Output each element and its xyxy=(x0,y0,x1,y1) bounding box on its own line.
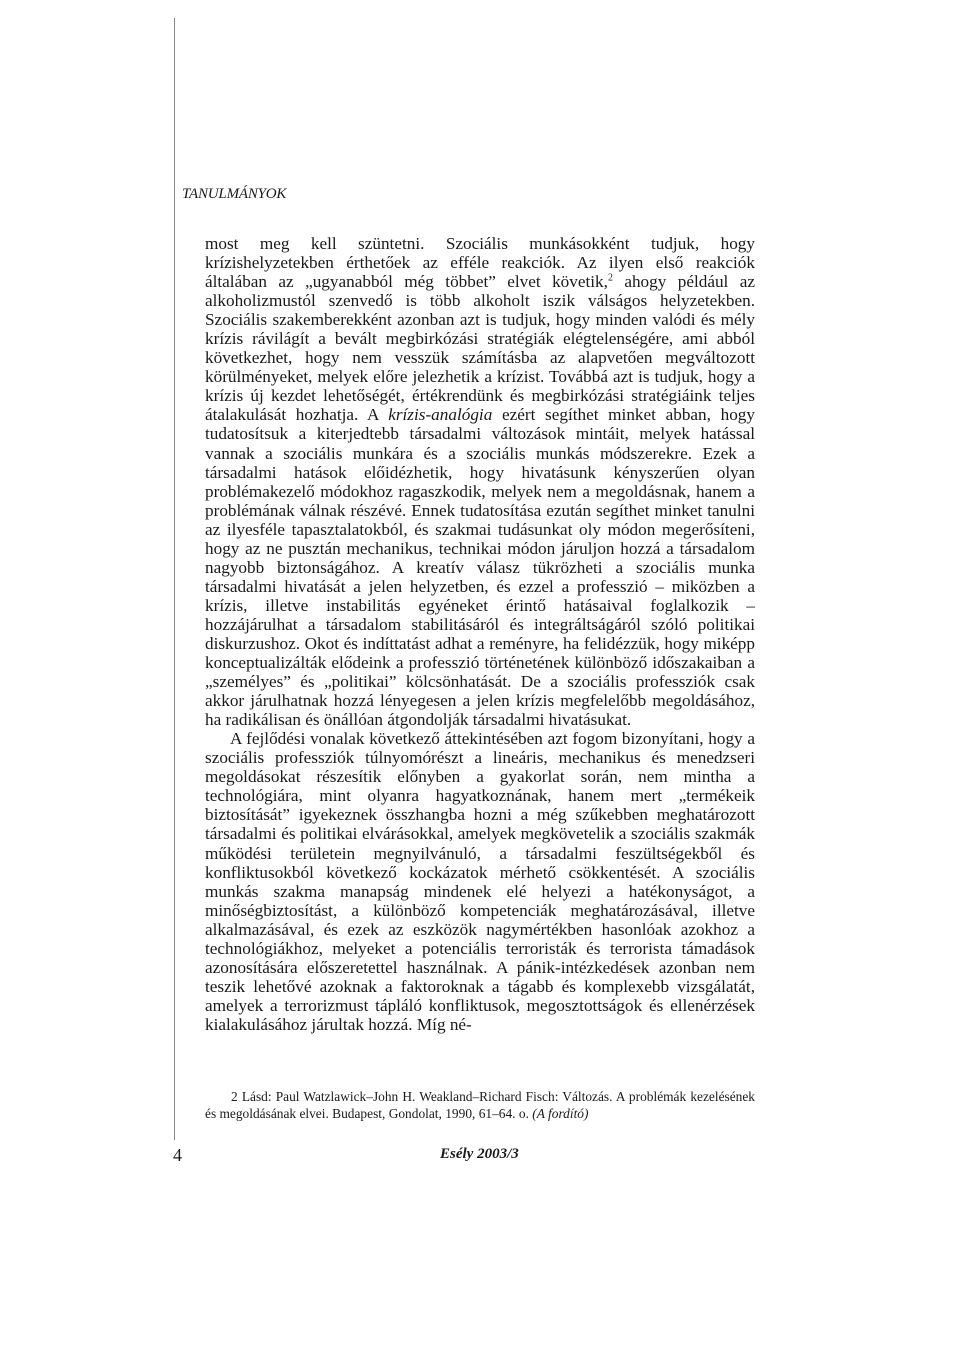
footnote-translator-note: (A fordító) xyxy=(532,1105,589,1121)
journal-title: Esély 2003/3 xyxy=(440,1146,519,1162)
paragraph-1-text-c: ezért segíthet minket abban, hogy tudatosítsuk a kiterjedtebb társadalmi változások mintáit, melyek hatással vannak a szociális munkára és a szociális munkás módszerekre. Ezek a társadalmi hatások előidézhetik, hogy hivatásunk kényszerűen olyan problémakezelő módokhoz ragaszkodik, melyek nem a megoldásnak, hanem a problémának válnak részévé. Ennek tudatosítása ezután segíthet minket tanulni az ilyesféle tapasztalatokból, és szakmai tudásunkat oly módon megerősíteni, hogy az ne pusztán mechanikus, technikai módon járuljon hozzá a társadalom nagyobb biztonságához. A kreatív válasz tükrözheti a szociális munka társadalmi hivatását a jelen helyzetben, és ezzel a professzió – miközben a krízis, illetve instabilitás egyéneket érintő hatásaival foglalkozik – hozzájárulhat a társadalom stabilitásáról és integráltságáról szóló politikai diskurzushoz. Okot és indíttatást adhat a reményre, ha felidézzük, hogy miképp konceptualizálták elődeink a professzió történetének különböző időszakaiban a „személyes” és „politikai” kölcsönhatását. De a szociális professziók csak akkor járulhatnak hozzá lényegesen a jelen krízis megfelelőbb megoldásához, ha radikálisan és önállóan átgondolják társadalmi hivatásukat. xyxy=(205,405,755,730)
page-number: 4 xyxy=(173,1145,182,1165)
paragraph-1-text-a: most meg kell szüntetni. Szociális munkásokként tudjuk, hogy krízishelyzetekben érthetőek az efféle reakciók. Az ilyen első reakciók általában az „ugyanabból még többet” elvet követik, xyxy=(205,234,755,292)
paragraph-1-text-b: ahogy például az alkoholizmustól szenvedő is több alkoholt iszik válságos helyzetekben. Szociális szakemberekként azonban azt is tudjuk, hogy minden valódi és mély krízis rávilágít a bevált megbirkózási stratégiák elégtelenségére, ami abból következhet, hogy nem vesszük számításba az alapvetően megváltozott körülményeket, melyek előre jelezhetik a krízist. Továbbá azt is tudjuk, hogy a krízis új kezdet lehetőségét, értékrendünk és megbirkózási stratégiáink teljes átalakulását hozhatja. A xyxy=(205,272,755,425)
footnote-reference[interactable]: 2 xyxy=(607,272,613,284)
section-heading: TANULMÁNYOK xyxy=(182,186,287,202)
footnote-paragraph xyxy=(205,1089,755,1122)
margin-rule xyxy=(174,18,175,1140)
paragraph-2: A fejlődési vonalak következő áttekintésében azt fogom bizonyítani, hogy a szociális professziók túlnyomórészt a lineáris, mechanikus és menedzseri megoldásokat részesítik előnyben a gyakorlat során, nem mintha a technológiára, mint olyanra hagyatkoznának, hanem mert „termékeik biztosítását” igyekeznek összhangba hozni a még szűkebben meghatározott társadalmi és politikai elvárásokkal, amelyek megkövetelik a szociális szakmák működési területein megnyilvánuló, a társadalmi feszültségekből és konfliktusokból következő kockázatok mérhető csökkentését. A szociális munkás szakma manapság mindenek elé helyezi a hatékonyságot, a minőségbiztosítást, a különböző kompetenciák meghatározásával, illetve alkalmazásával, és ezek az eszközök nagymértékben hasonlóak azokhoz a technológiákhoz, melyeket a potenciális terroristák és terrorista támadások azonosítására előszeretettel használnak. A pánik-intézkedések azonban nem teszik lehetővé azoknak a faktoroknak a tágabb és komplexebb vizsgálatát, amelyek a terrorizmust tápláló konfliktusok, megosztottságok és ellenérzések kialakulásához járultak hozzá. Míg né- xyxy=(205,729,755,1034)
footnote-text: 2 Lásd: Paul Watzlawick–John H. Weakland–Richard Fisch: Változás. A problémák kezelésének és megoldásának elvei. Budapest, Gondolat, 1990, 61–64. o. xyxy=(205,1089,755,1121)
italic-term: krízis-analógia xyxy=(388,405,493,425)
article-body xyxy=(205,234,755,1034)
footnote xyxy=(205,1089,755,1122)
paragraph-1 xyxy=(205,234,755,729)
